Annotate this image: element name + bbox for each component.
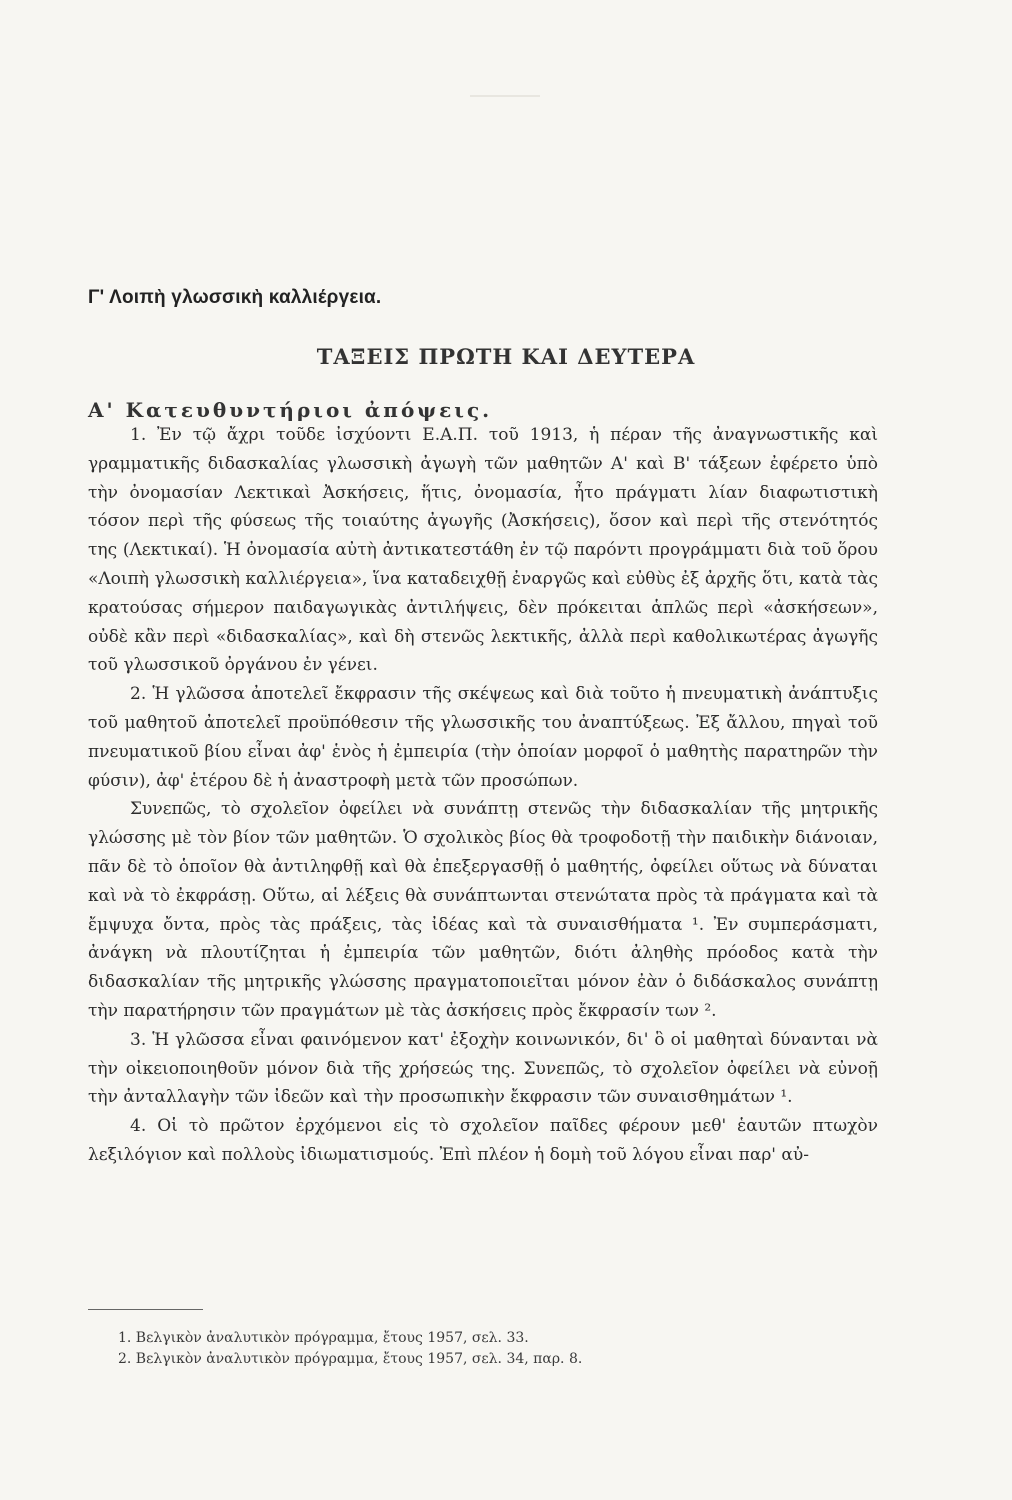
page-title: ΤΑΞΕΙΣ ΠΡΩΤΗ ΚΑΙ ΔΕΥΤΕΡΑ bbox=[316, 344, 696, 369]
paragraph-4: 3. Ἡ γλῶσσα εἶναι φαινόμενον κατ' ἐξοχὴν κοινωνικόν, δι' ὃ οἱ μαθηταὶ δύνανται νὰ τὴν οἰκειοποιηθοῦν μόνον διὰ τῆς χρήσεώς της. Συνεπῶς, τὸ σχολεῖον ὀφείλει νὰ εὐνοῇ τὴν ἀνταλλαγὴν τῶν ἰδεῶν καὶ τὴν προσωπικὴν ἔκφρασιν τῶν συναισθημάτων ¹. bbox=[88, 1029, 878, 1108]
footnote-2: 2. Βελγικὸν ἀναλυτικὸν πρόγραμμα, ἔτους 1957, σελ. 34, παρ. 8. bbox=[118, 1351, 583, 1367]
footnotes bbox=[118, 1328, 858, 1370]
subheading: Α' Κατευθυντήριοι ἀπόψεις. bbox=[88, 398, 493, 422]
paragraph-5: 4. Οἱ τὸ πρῶτον ἐρχόμενοι εἰς τὸ σχολεῖον παῖδες φέρουν μεθ' ἑαυτῶν πτωχὸν λεξιλόγιον καὶ πολλοὺς ἰδιωματισμούς. Ἐπὶ πλέον ἡ δομὴ τοῦ λόγου εἶναι παρ' αὐ- bbox=[88, 1116, 878, 1165]
paragraph-2: 2. Ἡ γλῶσσα ἀποτελεῖ ἔκφρασιν τῆς σκέψεως καὶ διὰ τοῦτο ἡ πνευματικὴ ἀνάπτυξις τοῦ μαθητοῦ ἀποτελεῖ προϋπόθεσιν τῆς γλωσσικῆς του ἀναπτύξεως. Ἐξ ἄλλου, πηγαὶ τοῦ πνευματικοῦ βίου εἶναι ἀφ' ἑνὸς ἡ ἐμπειρία (τὴν ὁποίαν μορφοῖ ὁ μαθητὴς παρατηρῶν τὴν φύσιν), ἀφ' ἑτέρου δὲ ἡ ἀναστροφὴ μετὰ τῶν προσώπων. bbox=[88, 684, 878, 791]
footnote-1: 1. Βελγικὸν ἀναλυτικὸν πρόγραμμα, ἔτους 1957, σελ. 33. bbox=[118, 1330, 529, 1346]
footnote-divider bbox=[88, 1309, 203, 1310]
paragraph-1: 1. Ἐν τῷ ἄχρι τοῦδε ἰσχύοντι Ε.Α.Π. τοῦ 1913, ἡ πέραν τῆς ἀναγνωστικῆς καὶ γραμματικῆς διδασκαλίας γλωσσικὴ ἀγωγὴ τῶν μαθητῶν Α' καὶ Β' τάξεων ἐφέρετο ὑπὸ τὴν ὀνομασίαν Λεκτικαὶ Ἀσκήσεις, ἥτις, ὀνομασία, ἦτο πράγματι λίαν διαφωτιστικὴ τόσον περὶ τῆς φύσεως τῆς τοιαύτης ἀγωγῆς (Ἀσκήσεις), ὅσον καὶ περὶ τῆς στενότητός της (Λεκτικαί). Ἡ ὀνομασία αὐτὴ ἀντικατεστάθη ἐν τῷ παρόντι προγράμματι διὰ τοῦ ὅρου «Λοιπὴ γλωσσικὴ καλλιέργεια», ἵνα καταδειχθῇ ἐναργῶς καὶ εὐθὺς ἐξ ἀρχῆς ὅτι, κατὰ τὰς κρατούσας σήμερον παιδαγωγικὰς ἀντιλήψεις, δὲν πρόκειται ἁπλῶς περὶ «ἀσκήσεων», οὐδὲ κἂν περὶ «διδασκαλίας», καὶ δὴ στενῶς λεκτικῆς, ἀλλὰ περὶ καθολικωτέρας ἀγωγῆς τοῦ γλωσσικοῦ ὀργάνου ἐν γένει. bbox=[88, 425, 878, 676]
section-heading: Γ' Λοιπὴ γλωσσικὴ καλλιέργεια. bbox=[88, 287, 382, 308]
paragraph-3: Συνεπῶς, τὸ σχολεῖον ὀφείλει νὰ συνάπτῃ στενῶς τὴν διδασκαλίαν τῆς μητρικῆς γλώσσης μὲ τὸν βίον τῶν μαθητῶν. Ὁ σχολικὸς βίος θὰ τροφοδοτῇ τὴν παιδικὴν διάνοιαν, πᾶν δὲ τὸ ὁποῖον θὰ ἀντιληφθῇ καὶ θὰ ἐπεξεργασθῇ ὁ μαθητής, ὀφείλει οὕτως νὰ δύναται καὶ νὰ τὸ ἐκφράσῃ. Οὕτω, αἱ λέξεις θὰ συνάπτωνται στενώτατα πρὸς τὰ πράγματα καὶ τὰ ἔμψυχα ὄντα, πρὸς τὰς πράξεις, τὰς ἰδέας καὶ τὰ συναισθήματα ¹. Ἐν συμπεράσματι, ἀνάγκη νὰ πλουτίζηται ἡ ἐμπειρία τῶν μαθητῶν, διότι ἀληθὴς πρόοδος κατὰ τὴν διδασκαλίαν τῆς μητρικῆς γλώσσης πραγματοποιεῖται μόνον ἐὰν ὁ διδάσκαλος συνάπτῃ τὴν παρατήρησιν τῶν πραγμάτων μὲ τὰς ἀσκήσεις πρὸς ἔκφρασίν των ². bbox=[88, 799, 878, 1021]
body-text bbox=[88, 421, 878, 1170]
page-number-bleed-through bbox=[470, 95, 540, 97]
